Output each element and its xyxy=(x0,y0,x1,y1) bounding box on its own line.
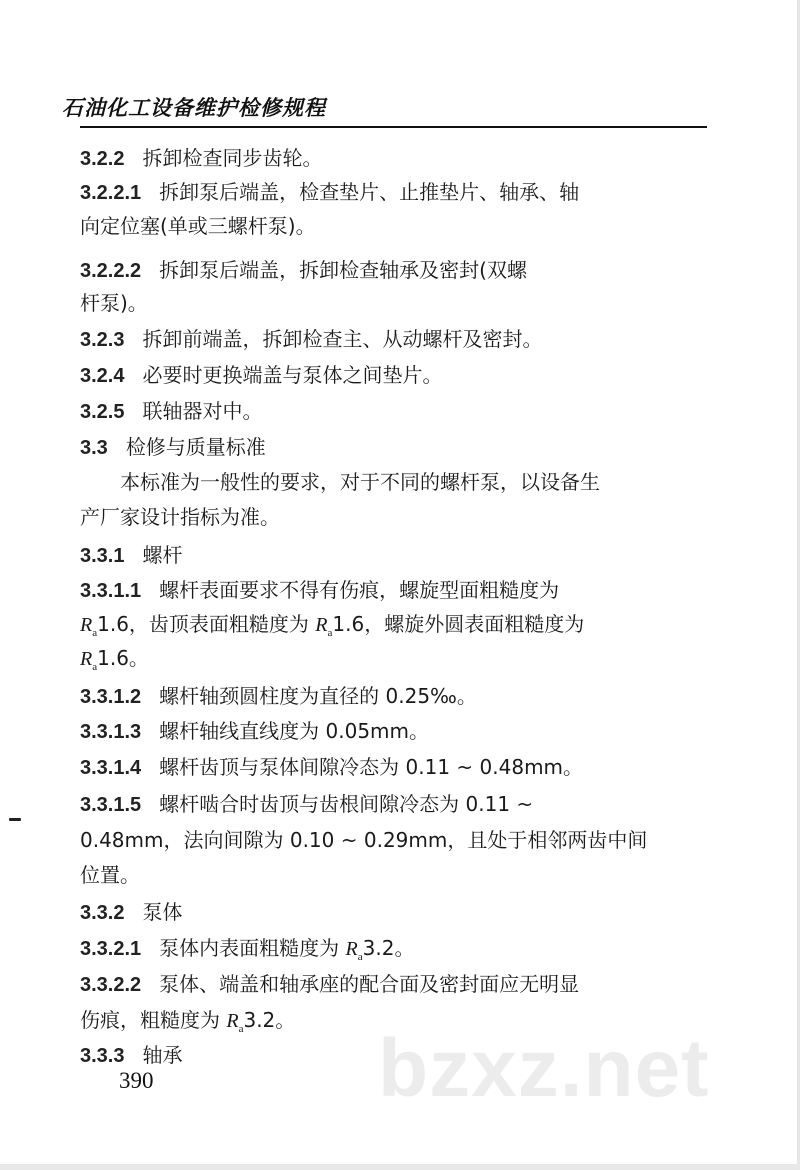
clause-number: 3.2.2.2 xyxy=(80,260,142,282)
clause-text: 螺杆啮合时齿顶与齿根间隙冷态为 0.11 ~ xyxy=(159,792,534,816)
clause-number: 3.2.2.1 xyxy=(80,182,142,204)
continuation-line xyxy=(80,861,140,889)
watermark: bzxz.net xyxy=(378,1023,710,1114)
clause-line xyxy=(80,256,527,285)
clause-text: 必要时更换端盖与泵体之间垫片。 xyxy=(142,363,443,387)
clause-text: 检修与质量标准 xyxy=(125,435,266,459)
clause-text: 拆卸前端盖，拆卸检查主、从动螺杆及密封。 xyxy=(142,327,543,351)
continuation-line xyxy=(80,468,600,496)
clause-number: 3.2.5 xyxy=(80,401,125,423)
roughness-symbol: $R_a$ xyxy=(345,938,363,963)
clause-line xyxy=(80,178,579,207)
clause-line xyxy=(80,934,414,971)
roughness-symbol: $R_a$ xyxy=(315,614,333,639)
clause-number: 3.2.4 xyxy=(80,365,125,387)
clause-number: 3.3.1.4 xyxy=(80,757,142,779)
clause-text: 拆卸泵后端盖，拆卸检查轴承及密封(双螺 xyxy=(159,258,527,282)
clause-line xyxy=(80,325,542,354)
clause-number: 3.3.1.5 xyxy=(80,794,142,816)
clause-line xyxy=(80,898,182,927)
margin-mark xyxy=(9,818,21,821)
clause-text: 本标准为一般性的要求，对于不同的螺杆泵，以设备生 xyxy=(120,470,600,494)
continuation-line xyxy=(80,1006,295,1043)
continuation-line xyxy=(80,826,647,854)
clause-number: 3.3.3 xyxy=(80,1045,125,1067)
clause-line xyxy=(80,682,477,711)
continuation-line xyxy=(80,212,316,240)
clause-text: 位置。 xyxy=(80,863,140,887)
clause-line xyxy=(80,790,533,819)
clause-text: 螺杆齿顶与泵体间隙冷态为 0.11 ~ 0.48mm。 xyxy=(159,755,584,779)
clause-text: 螺杆 xyxy=(142,543,183,567)
clause-text: 螺杆表面要求不得有伤痕，螺旋型面粗糙度为 xyxy=(159,578,560,602)
clause-line xyxy=(80,397,262,426)
header-rule xyxy=(80,126,707,128)
clause-line xyxy=(80,433,266,462)
clause-text: 产厂家设计指标为准。 xyxy=(80,505,280,529)
clause-line xyxy=(80,541,182,570)
clause-text: $R_a1.6$，齿顶表面粗糙度为 $R_a1.6$，螺旋外圆表面粗糙度为 xyxy=(80,612,585,639)
clause-text: 泵体 xyxy=(142,900,183,924)
clause-number: 3.3.1.1 xyxy=(80,580,142,602)
clause-number: 3.2.2 xyxy=(80,148,125,170)
clause-number: 3.3.2.1 xyxy=(80,938,142,960)
clause-line xyxy=(80,970,579,999)
clause-text: 杆泵)。 xyxy=(80,291,148,315)
continuation-line xyxy=(80,503,280,531)
clause-text: $R_a1.6$。 xyxy=(80,646,149,673)
clause-text: 轴承 xyxy=(142,1043,183,1067)
clause-text: 拆卸泵后端盖，检查垫片、止推垫片、轴承、轴 xyxy=(159,180,580,204)
clause-number: 3.3.1.2 xyxy=(80,686,142,708)
continuation-line xyxy=(80,644,149,681)
clause-text: 拆卸检查同步齿轮。 xyxy=(142,146,323,170)
clause-text: 泵体内表面粗糙度为 $R_a3.2$。 xyxy=(159,936,415,963)
clause-text: 向定位塞(单或三螺杆泵)。 xyxy=(80,214,316,238)
clause-number: 3.3 xyxy=(80,437,108,459)
clause-text: 联轴器对中。 xyxy=(142,399,263,423)
roughness-symbol: $R_a$ xyxy=(80,648,98,673)
roughness-symbol: $R_a$ xyxy=(80,614,98,639)
clause-number: 3.3.2 xyxy=(80,902,125,924)
clause-text: 螺杆轴线直线度为 0.05mm。 xyxy=(159,719,430,743)
continuation-line xyxy=(80,610,584,647)
clause-line xyxy=(80,753,583,782)
clause-line xyxy=(80,361,442,390)
page-number: 390 xyxy=(119,1068,154,1093)
clause-text: 螺杆轴颈圆柱度为直径的 0.25‰。 xyxy=(159,684,477,708)
clause-line xyxy=(80,576,559,605)
clause-number: 3.2.3 xyxy=(80,329,125,351)
roughness-symbol: $R_a$ xyxy=(226,1010,244,1035)
clause-text: 伤痕，粗糙度为 $R_a3.2$。 xyxy=(80,1008,296,1035)
clause-number: 3.3.1 xyxy=(80,545,125,567)
continuation-line xyxy=(80,289,148,317)
running-head: 石油化工设备维护检修规程 xyxy=(62,95,326,120)
clause-line xyxy=(80,1041,182,1070)
clause-line xyxy=(80,144,322,173)
page-edge xyxy=(0,1164,800,1170)
clause-number: 3.3.1.3 xyxy=(80,721,142,743)
clause-number: 3.3.2.2 xyxy=(80,974,142,996)
clause-line xyxy=(80,717,429,746)
clause-text: 0.48mm，法向间隙为 0.10 ~ 0.29mm，且处于相邻两齿中间 xyxy=(80,828,648,852)
clause-text: 泵体、端盖和轴承座的配合面及密封面应无明显 xyxy=(159,972,580,996)
